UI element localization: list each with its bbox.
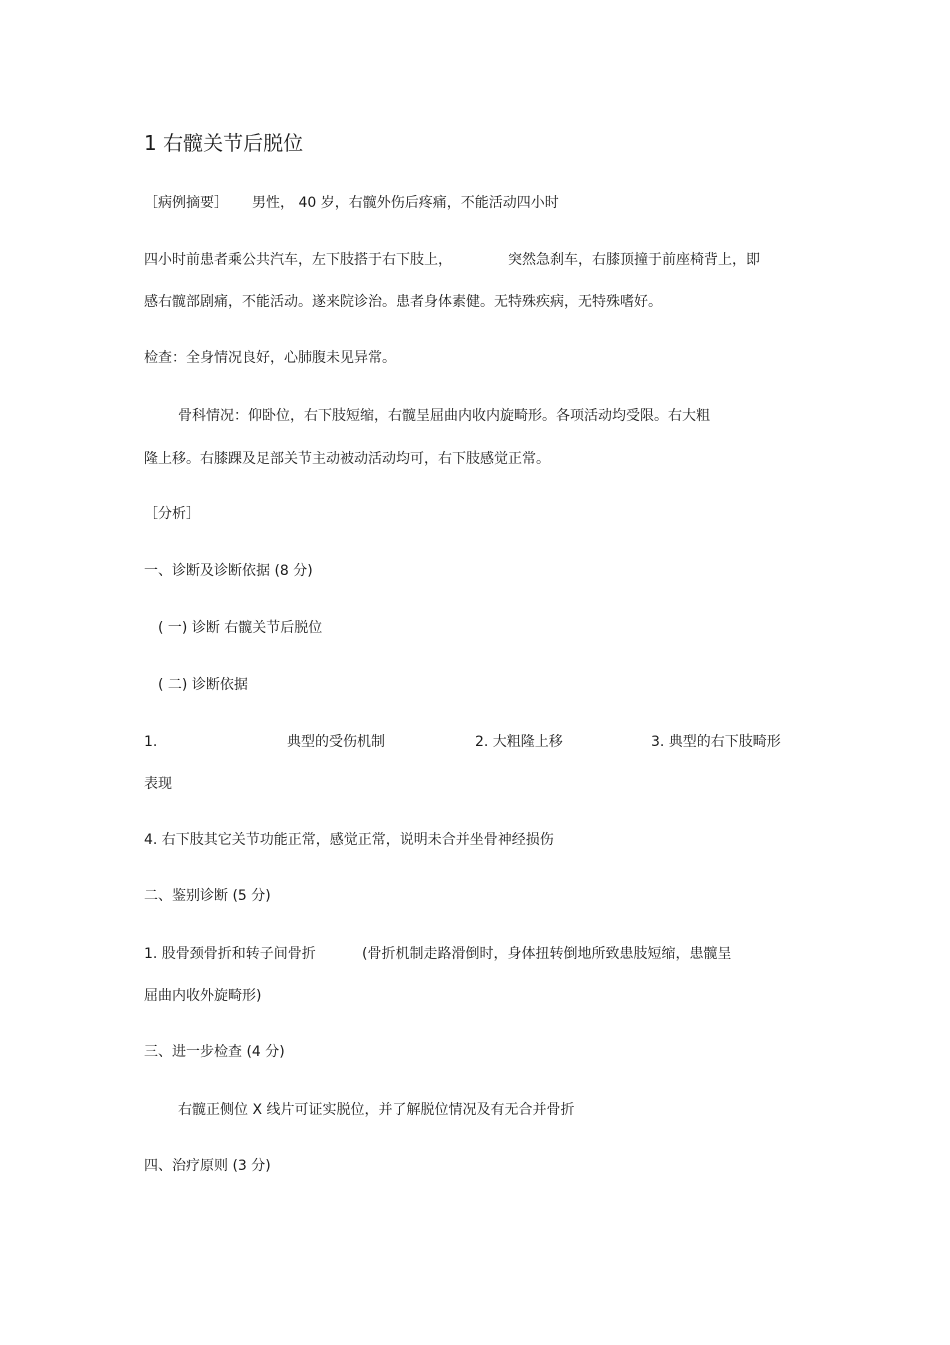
diagnosis-basis-heading: ( 二) 诊断依据: [158, 677, 248, 693]
section-diagnosis-heading: 一、诊断及诊断依据 (8 分): [144, 563, 313, 579]
differential-title: 1. 股骨颈骨折和转子间骨折: [144, 946, 316, 962]
section-exam-heading: 三、进一步检查 (4 分): [144, 1044, 285, 1060]
case-title: 1 右髋关节后脱位: [144, 131, 304, 155]
basis-item-4: 4. 右下肢其它关节功能正常，感觉正常，说明未合并坐骨神经损伤: [144, 832, 554, 848]
basis-number-1: 1.: [144, 734, 158, 750]
analysis-heading: ［分析］: [144, 506, 200, 522]
history-text-b: 突然急刹车，右膝顶撞于前座椅背上，即: [508, 252, 760, 268]
basis-item-1: 典型的受伤机制: [287, 734, 385, 750]
ortho-line-1: 骨科情况：仰卧位，右下肢短缩，右髋呈屈曲内收内旋畸形。各项活动均受限。右大粗: [178, 408, 710, 424]
abstract-label: ［病例摘要］: [144, 195, 228, 211]
basis-item-3: 3. 典型的右下肢畸形: [651, 734, 781, 750]
exam-line: 检查：全身情况良好，心肺腹未见异常。: [144, 350, 396, 366]
differential-note: (骨折机制走路滑倒时，身体扭转倒地所致患肢短缩，患髋呈: [362, 946, 732, 962]
ortho-line-2: 隆上移。右膝踝及足部关节主动被动活动均可，右下肢感觉正常。: [144, 451, 550, 467]
differential-line-2: 屈曲内收外旋畸形): [144, 988, 262, 1004]
xray-line: 右髋正侧位 X 线片可证实脱位，并了解脱位情况及有无合并骨折: [178, 1102, 575, 1118]
section-treatment-heading: 四、治疗原则 (3 分): [144, 1158, 271, 1174]
history-text-a: 四小时前患者乘公共汽车，左下肢搭于右下肢上，: [144, 252, 452, 268]
basis-item-2: 2. 大粗隆上移: [475, 734, 563, 750]
history-line-2: 感右髋部剧痛，不能活动。遂来院诊治。患者身体素健。无特殊疾病，无特殊嗜好。: [144, 294, 662, 310]
diagnosis-item: ( 一) 诊断 右髋关节后脱位: [158, 620, 323, 636]
abstract-text: 男性， 40 岁，右髋外伤后疼痛，不能活动四小时: [252, 195, 559, 211]
basis-continuation: 表现: [144, 776, 172, 792]
section-differential-heading: 二、鉴别诊断 (5 分): [144, 888, 271, 904]
